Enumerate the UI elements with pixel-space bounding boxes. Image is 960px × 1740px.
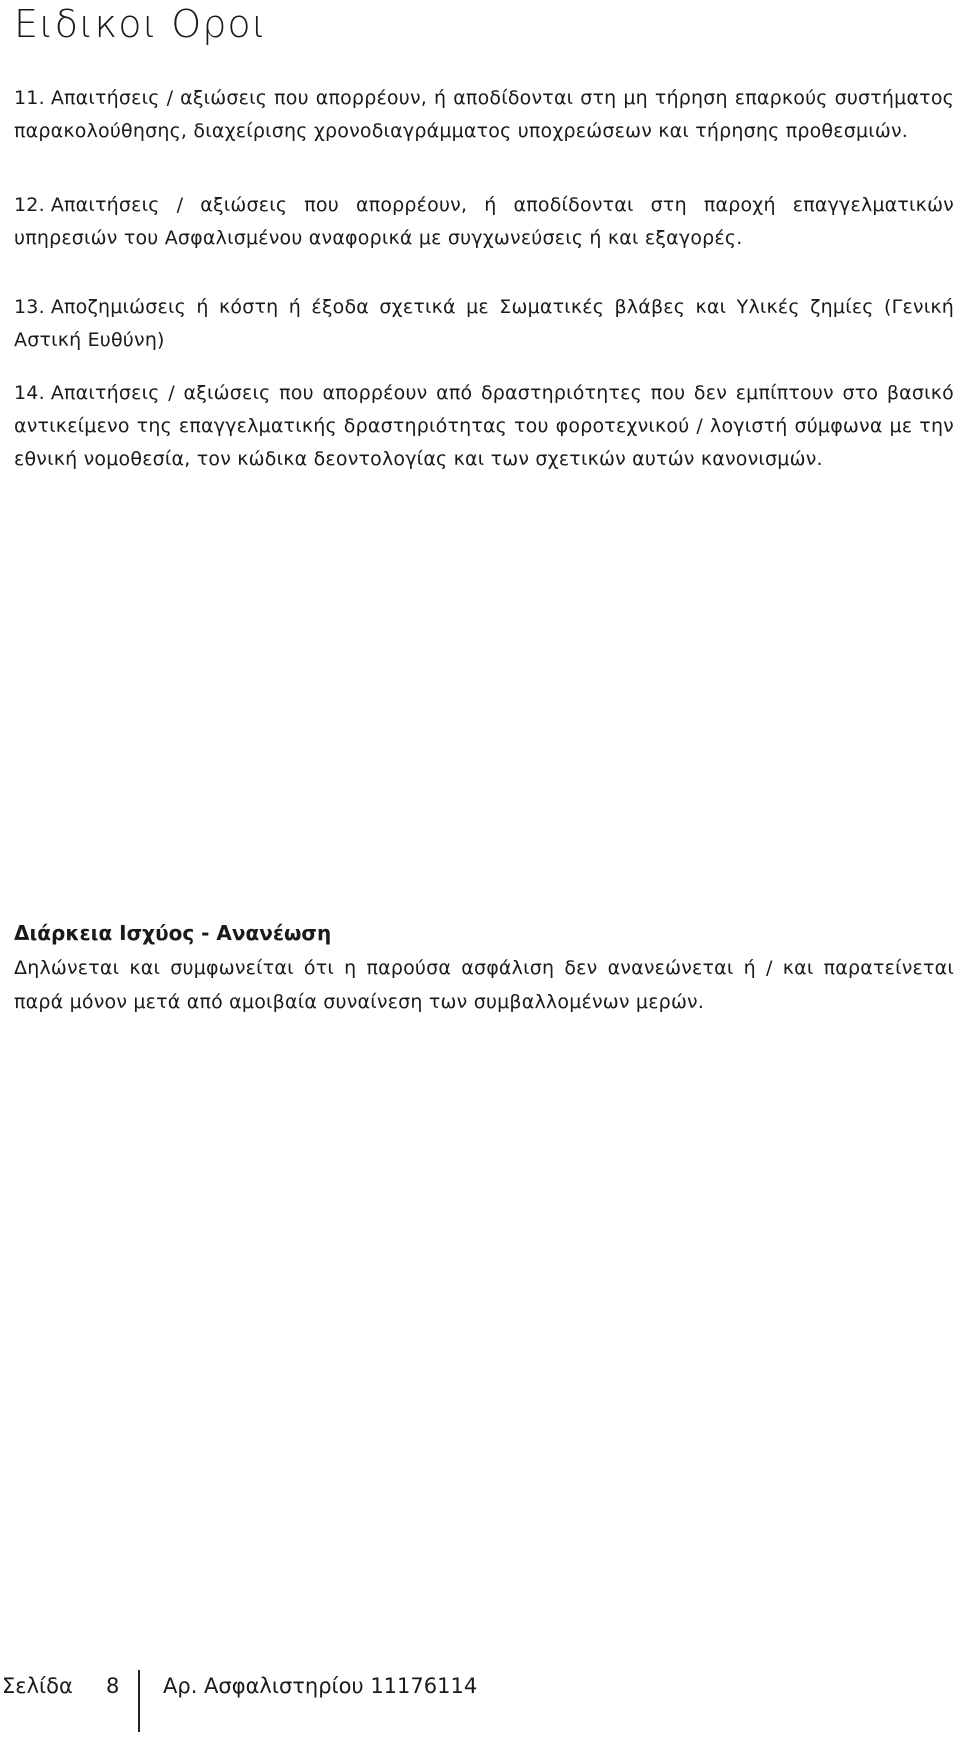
section-body: Δηλώνεται και συμφωνείται ότι η παρούσα ασφάλιση δεν ανανεώνεται ή / και παρατείνεται παρά μόνον μετά από αμοιβαία συναίνεση των συμβαλλομένων μερών. <box>14 957 954 1013</box>
clause-14 <box>14 377 954 476</box>
clause-12 <box>14 189 954 288</box>
clause-text: Απαιτήσεις / αξιώσεις που απορρέουν, ή αποδίδονται στη μη τήρηση επαρκούς συστήματος παρακολούθησης, διαχείρισης χρονοδιαγράμματος υποχρεώσεων και τήρησης προθεσμιών. <box>14 87 954 142</box>
footer-divider <box>138 1670 140 1732</box>
footer-page-number: 8 <box>106 1674 120 1698</box>
footer-policy-number: Αρ. Ασφαλιστηρίου 11176114 <box>163 1674 478 1698</box>
clause-number: 13. <box>14 296 45 318</box>
clause-number: 14. <box>14 382 45 404</box>
clause-text: Απαιτήσεις / αξιώσεις που απορρέουν, ή αποδίδονται στη παροχή επαγγελματικών υπηρεσιών του Ασφαλισμένου αναφορικά με συγχωνεύσεις ή και εξαγορές. <box>14 194 954 249</box>
clause-number: 12. <box>14 194 45 216</box>
section-heading: Διάρκεια Ισχύος - Ανανέωση <box>14 921 332 945</box>
clause-13 <box>14 291 954 357</box>
page-title: Ειδικοι Οροι <box>14 2 268 46</box>
clause-text: Απαιτήσεις / αξιώσεις που απορρέουν από δραστηριότητες που δεν εμπίπτουν στο βασικό αντικείμενο της επαγγελματικής δραστηριότητας του φοροτεχνικού / λογιστή σύμφωνα με την εθνική νομοθεσία, τον κώδικα δεοντολογίας και των σχετικών αυτών κανονισμών. <box>14 382 954 470</box>
clause-number: 11. <box>14 87 45 109</box>
footer-page-label: Σελίδα <box>2 1674 73 1698</box>
clause-list <box>14 82 954 479</box>
clause-11 <box>14 82 954 181</box>
clause-text: Αποζημιώσεις ή κόστη ή έξοδα σχετικά με Σωματικές βλάβες και Υλικές ζημίες (Γενική Αστική Ευθύνη) <box>14 296 954 351</box>
